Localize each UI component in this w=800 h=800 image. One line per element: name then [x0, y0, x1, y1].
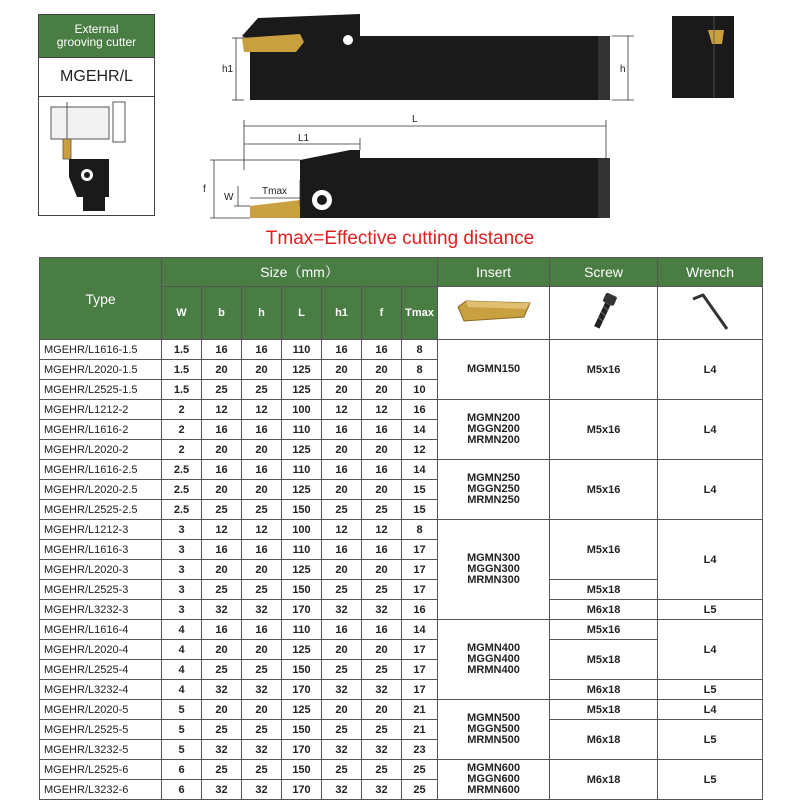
insert-code: MRMN300	[467, 574, 520, 586]
size-cell: 20	[242, 360, 282, 380]
wrench-cell: L5	[658, 680, 763, 700]
size-cell: 3	[162, 560, 202, 580]
size-cell: 170	[282, 600, 322, 620]
insert-code: MRMN500	[467, 734, 520, 746]
size-cell: 150	[282, 660, 322, 680]
size-cell: 32	[322, 740, 362, 760]
type-cell: MGEHR/L3232-5	[40, 740, 162, 760]
insert-cell	[438, 340, 550, 400]
size-cell: 20	[362, 560, 402, 580]
size-cell: 125	[282, 480, 322, 500]
size-cell: 12	[322, 400, 362, 420]
insert-cell	[438, 400, 550, 460]
size-cell: 20	[202, 640, 242, 660]
size-cell: 12	[362, 520, 402, 540]
col-header-b: b	[202, 287, 242, 340]
size-cell: 32	[362, 740, 402, 760]
wrench-cell: L5	[658, 760, 763, 800]
size-cell: 2.5	[162, 500, 202, 520]
size-cell: 20	[242, 560, 282, 580]
size-cell: 125	[282, 440, 322, 460]
type-cell: MGEHR/L3232-4	[40, 680, 162, 700]
insert-image-cell	[438, 287, 550, 340]
size-cell: 17	[402, 660, 438, 680]
size-cell: 2	[162, 400, 202, 420]
size-cell: 32	[242, 680, 282, 700]
size-cell: 5	[162, 700, 202, 720]
insert-code: MGGN500	[467, 723, 520, 735]
size-cell: 16	[362, 420, 402, 440]
size-cell: 12	[402, 440, 438, 460]
size-cell: 20	[322, 380, 362, 400]
size-cell: 170	[282, 740, 322, 760]
size-cell: 5	[162, 740, 202, 760]
size-cell: 21	[402, 720, 438, 740]
size-cell: 150	[282, 720, 322, 740]
tool-category-label: External grooving cutter	[39, 15, 154, 58]
size-cell: 25	[202, 760, 242, 780]
size-cell: 150	[282, 500, 322, 520]
wrench-cell: L4	[658, 460, 763, 520]
table-row	[40, 580, 763, 600]
size-cell: 25	[202, 580, 242, 600]
size-cell: 1.5	[162, 380, 202, 400]
table-row	[40, 720, 763, 740]
size-cell: 20	[362, 700, 402, 720]
size-cell: 25	[322, 660, 362, 680]
wrench-cell: L4	[658, 520, 763, 600]
type-cell: MGEHR/L2020-3	[40, 560, 162, 580]
insert-code: MRMN250	[467, 494, 520, 506]
size-cell: 16	[402, 600, 438, 620]
size-cell: 32	[322, 680, 362, 700]
size-cell: 32	[202, 780, 242, 800]
size-cell: 23	[402, 740, 438, 760]
size-cell: 20	[202, 440, 242, 460]
table-row	[40, 460, 763, 480]
size-cell: 4	[162, 660, 202, 680]
size-cell: 16	[202, 540, 242, 560]
table-row	[40, 640, 763, 660]
size-cell: 20	[322, 700, 362, 720]
size-cell: 25	[362, 500, 402, 520]
type-cell: MGEHR/L2020-5	[40, 700, 162, 720]
screw-cell: M6x18	[550, 760, 658, 800]
size-cell: 12	[322, 520, 362, 540]
dim-h-label: h	[620, 64, 626, 75]
table-row	[40, 760, 763, 780]
type-cell: MGEHR/L1212-2	[40, 400, 162, 420]
wrench-image-cell	[658, 287, 763, 340]
screw-cell: M6x18	[550, 720, 658, 760]
size-cell: 16	[322, 340, 362, 360]
size-cell: 20	[202, 480, 242, 500]
size-cell: 21	[402, 700, 438, 720]
type-cell: MGEHR/L1212-3	[40, 520, 162, 540]
size-cell: 5	[162, 720, 202, 740]
insert-code: MGGN300	[467, 563, 520, 575]
size-header: Size（mm）	[162, 258, 438, 287]
screw-cell: M6x18	[550, 600, 658, 620]
size-cell: 32	[362, 680, 402, 700]
dim-W-label: W	[224, 192, 234, 203]
size-cell: 150	[282, 580, 322, 600]
size-cell: 15	[402, 500, 438, 520]
dim-L-label: L	[412, 114, 418, 125]
size-cell: 1.5	[162, 340, 202, 360]
size-cell: 16	[322, 460, 362, 480]
size-cell: 12	[242, 520, 282, 540]
size-cell: 14	[402, 620, 438, 640]
type-cell: MGEHR/L2020-2.5	[40, 480, 162, 500]
screw-header: Screw	[550, 258, 658, 287]
size-cell: 25	[322, 500, 362, 520]
size-cell: 110	[282, 420, 322, 440]
size-cell: 20	[362, 440, 402, 460]
screw-cell: M5x18	[550, 640, 658, 680]
size-cell: 16	[322, 620, 362, 640]
type-cell: MGEHR/L1616-3	[40, 540, 162, 560]
type-header: Type	[40, 258, 162, 340]
size-cell: 6	[162, 760, 202, 780]
size-cell: 8	[402, 360, 438, 380]
size-cell: 16	[202, 460, 242, 480]
insert-cell	[438, 620, 550, 700]
size-cell: 15	[402, 480, 438, 500]
tool-dimension-drawing	[0, 0, 800, 225]
size-cell: 4	[162, 620, 202, 640]
size-cell: 25	[202, 720, 242, 740]
size-cell: 16	[242, 620, 282, 640]
size-cell: 4	[162, 640, 202, 660]
size-cell: 25	[362, 660, 402, 680]
insert-code: MGMN600	[466, 762, 521, 774]
wrench-cell: L4	[658, 700, 763, 720]
dim-tmax-label: Tmax	[262, 186, 287, 197]
size-cell: 17	[402, 680, 438, 700]
size-cell: 25	[362, 760, 402, 780]
type-cell: MGEHR/L2525-3	[40, 580, 162, 600]
screw-icon	[584, 291, 624, 333]
dim-h1-label: h1	[222, 64, 234, 75]
size-cell: 16	[242, 460, 282, 480]
tool-end-view	[672, 16, 734, 98]
size-cell: 20	[362, 360, 402, 380]
size-cell: 125	[282, 380, 322, 400]
type-cell: MGEHR/L2525-5	[40, 720, 162, 740]
col-header-l: L	[282, 287, 322, 340]
insert-code: MGGN250	[467, 483, 520, 495]
size-cell: 110	[282, 340, 322, 360]
col-header-h: h	[242, 287, 282, 340]
size-cell: 100	[282, 520, 322, 540]
screw-cell: M5x18	[550, 700, 658, 720]
size-cell: 4	[162, 680, 202, 700]
insert-code: MGMN400	[466, 642, 521, 654]
size-cell: 170	[282, 780, 322, 800]
table-row	[40, 520, 763, 540]
type-cell: MGEHR/L1616-2.5	[40, 460, 162, 480]
size-cell: 32	[242, 740, 282, 760]
size-cell: 125	[282, 560, 322, 580]
size-cell: 12	[202, 400, 242, 420]
screw-cell: M6x18	[550, 680, 658, 700]
size-cell: 16	[242, 540, 282, 560]
size-cell: 110	[282, 460, 322, 480]
size-cell: 8	[402, 520, 438, 540]
insert-code: MGMN150	[466, 363, 521, 375]
size-cell: 16	[402, 400, 438, 420]
size-cell: 32	[322, 600, 362, 620]
size-cell: 16	[202, 420, 242, 440]
size-cell: 20	[322, 560, 362, 580]
size-cell: 25	[402, 760, 438, 780]
col-header-h1: h1	[322, 287, 362, 340]
size-cell: 20	[242, 480, 282, 500]
size-cell: 20	[362, 640, 402, 660]
size-cell: 32	[202, 740, 242, 760]
size-cell: 3	[162, 580, 202, 600]
type-cell: MGEHR/L3232-3	[40, 600, 162, 620]
size-cell: 20	[202, 700, 242, 720]
type-cell: MGEHR/L2020-4	[40, 640, 162, 660]
wrench-cell: L5	[658, 600, 763, 620]
size-cell: 20	[322, 480, 362, 500]
size-cell: 170	[282, 680, 322, 700]
size-cell: 25	[242, 760, 282, 780]
size-cell: 20	[242, 640, 282, 660]
type-cell: MGEHR/L2020-1.5	[40, 360, 162, 380]
size-cell: 32	[242, 780, 282, 800]
size-cell: 25	[242, 500, 282, 520]
size-cell: 20	[202, 360, 242, 380]
size-cell: 25	[322, 760, 362, 780]
size-cell: 32	[202, 680, 242, 700]
size-cell: 2.5	[162, 460, 202, 480]
dim-L1-label: L1	[298, 133, 310, 144]
size-cell: 125	[282, 640, 322, 660]
insert-code: MGMN300	[466, 552, 521, 564]
size-cell: 32	[362, 780, 402, 800]
size-cell: 25	[402, 780, 438, 800]
size-cell: 32	[322, 780, 362, 800]
size-cell: 25	[202, 660, 242, 680]
size-cell: 17	[402, 540, 438, 560]
size-cell: 1.5	[162, 360, 202, 380]
insert-code: MGGN200	[467, 423, 520, 435]
screw-cell: M5x16	[550, 460, 658, 520]
wrench-cell: L4	[658, 400, 763, 460]
size-cell: 16	[202, 340, 242, 360]
size-cell: 32	[362, 600, 402, 620]
size-cell: 25	[362, 720, 402, 740]
size-cell: 25	[362, 580, 402, 600]
size-cell: 16	[362, 540, 402, 560]
dim-f-label: f	[203, 184, 206, 195]
tmax-definition-note: Tmax=Effective cutting distance	[265, 228, 535, 249]
size-cell: 150	[282, 760, 322, 780]
insert-code: MRMN600	[467, 784, 520, 796]
insert-cell	[438, 520, 550, 620]
screw-cell: M5x16	[550, 340, 658, 400]
size-cell: 20	[322, 360, 362, 380]
col-header-f: f	[362, 287, 402, 340]
size-cell: 32	[202, 600, 242, 620]
size-cell: 16	[242, 420, 282, 440]
size-cell: 12	[202, 520, 242, 540]
size-cell: 25	[242, 580, 282, 600]
tool-top-view	[250, 150, 610, 218]
size-cell: 3	[162, 540, 202, 560]
size-cell: 32	[242, 600, 282, 620]
table-row	[40, 680, 763, 700]
size-cell: 16	[242, 340, 282, 360]
size-cell: 17	[402, 560, 438, 580]
size-cell: 25	[242, 380, 282, 400]
size-cell: 17	[402, 640, 438, 660]
size-cell: 25	[322, 720, 362, 740]
size-cell: 2	[162, 420, 202, 440]
screw-cell: M5x16	[550, 520, 658, 580]
insert-header: Insert	[438, 258, 550, 287]
type-cell: MGEHR/L1616-1.5	[40, 340, 162, 360]
wrench-cell: L4	[658, 620, 763, 680]
size-cell: 20	[242, 700, 282, 720]
col-header-tmax: Tmax	[402, 287, 438, 340]
table-row	[40, 600, 763, 620]
insert-cell	[438, 460, 550, 520]
insert-code: MGMN250	[466, 472, 521, 484]
size-cell: 16	[322, 540, 362, 560]
size-cell: 110	[282, 620, 322, 640]
size-cell: 125	[282, 360, 322, 380]
type-cell: MGEHR/L3232-6	[40, 780, 162, 800]
insert-code: MGGN400	[467, 653, 520, 665]
size-cell: 25	[202, 380, 242, 400]
size-cell: 16	[322, 420, 362, 440]
size-cell: 10	[402, 380, 438, 400]
size-cell: 20	[322, 640, 362, 660]
spec-table	[39, 257, 763, 800]
size-cell: 20	[362, 480, 402, 500]
size-cell: 12	[362, 400, 402, 420]
size-cell: 14	[402, 420, 438, 440]
size-cell: 2.5	[162, 480, 202, 500]
size-cell: 12	[242, 400, 282, 420]
type-cell: MGEHR/L1616-4	[40, 620, 162, 640]
size-cell: 25	[242, 660, 282, 680]
insert-code: MRMN200	[467, 434, 520, 446]
insert-code: MGMN500	[466, 712, 521, 724]
size-cell: 125	[282, 700, 322, 720]
screw-image-cell	[550, 287, 658, 340]
size-cell: 3	[162, 520, 202, 540]
size-cell: 16	[362, 620, 402, 640]
table-row	[40, 340, 763, 360]
type-cell: MGEHR/L1616-2	[40, 420, 162, 440]
insert-cell	[438, 760, 550, 800]
tool-code-label: MGEHR/L	[39, 58, 154, 97]
size-cell: 25	[322, 580, 362, 600]
table-row	[40, 700, 763, 720]
wrench-cell: L4	[658, 340, 763, 400]
col-header-w: W	[162, 287, 202, 340]
size-cell: 100	[282, 400, 322, 420]
size-cell: 110	[282, 540, 322, 560]
type-cell: MGEHR/L2525-6	[40, 760, 162, 780]
type-cell: MGEHR/L2525-1.5	[40, 380, 162, 400]
size-cell: 25	[242, 720, 282, 740]
table-row	[40, 620, 763, 640]
size-cell: 3	[162, 600, 202, 620]
size-cell: 20	[322, 440, 362, 460]
screw-cell: M5x16	[550, 400, 658, 460]
size-cell: 2	[162, 440, 202, 460]
type-cell: MGEHR/L2525-4	[40, 660, 162, 680]
table-row	[40, 400, 763, 420]
size-cell: 25	[202, 500, 242, 520]
insert-icon	[454, 297, 534, 327]
size-cell: 16	[202, 620, 242, 640]
insert-code: MGGN600	[467, 773, 520, 785]
wrench-cell: L5	[658, 720, 763, 760]
size-cell: 20	[202, 560, 242, 580]
tool-side-view	[242, 14, 610, 100]
screw-cell: M5x18	[550, 580, 658, 600]
size-cell: 16	[362, 340, 402, 360]
size-cell: 17	[402, 580, 438, 600]
insert-code: MGMN200	[466, 412, 521, 424]
wrench-header: Wrench	[658, 258, 763, 287]
type-cell: MGEHR/L2020-2	[40, 440, 162, 460]
insert-cell	[438, 700, 550, 760]
type-cell: MGEHR/L2525-2.5	[40, 500, 162, 520]
spec-table-body	[40, 340, 763, 800]
size-cell: 20	[242, 440, 282, 460]
hex-key-icon	[685, 291, 735, 333]
insert-code: MRMN400	[467, 664, 520, 676]
size-cell: 8	[402, 340, 438, 360]
size-cell: 14	[402, 460, 438, 480]
size-cell: 16	[362, 460, 402, 480]
size-cell: 20	[362, 380, 402, 400]
size-cell: 6	[162, 780, 202, 800]
screw-cell: M5x16	[550, 620, 658, 640]
